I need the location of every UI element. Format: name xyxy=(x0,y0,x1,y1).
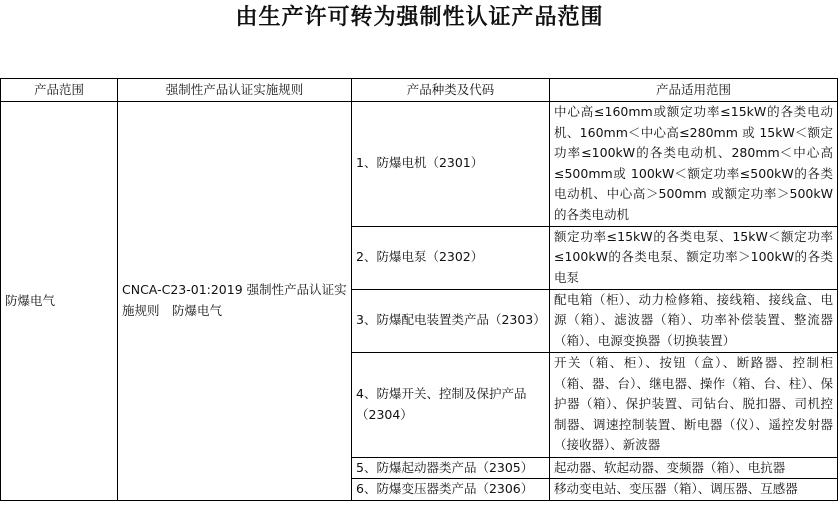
application-cell: 中心高≤160mm或额定功率≤15kW的各类电动机、160mm＜中心高≤280mm 或 15kW＜额定功率≤100kW的各类电动机、280mm＜中心高≤500mm或 100kW＜额定功率≤500kW的各类电动机、中心高＞500mm 或额定功率＞500kW的各类电动机 xyxy=(550,102,838,227)
header-certification-rule: 强制性产品认证实施规则 xyxy=(118,79,352,102)
application-cell: 开关（箱、柜）、按钮（盒）、断路器、控制柜（箱、器、台）、继电器、操作（箱、台、柱）、保护器（箱）、保护装置、司钻台、脱扣器、司机控制器、调速控制装置、断电器（仪）、遥控发射器（接收器）、新波器 xyxy=(550,352,838,457)
product-type-cell: 4、防爆开关、控制及保护产品（2304） xyxy=(352,352,550,457)
application-cell: 配电箱（柜）、动力检修箱、接线箱、接线盒、电源（箱）、滤波器（箱）、功率补偿装置、整流器（箱）、电源变换器（切换装置） xyxy=(550,289,838,352)
table-header-row xyxy=(1,79,838,102)
product-scope-table xyxy=(0,78,838,501)
header-product-scope: 产品范围 xyxy=(1,79,118,102)
product-type-cell: 1、防爆电机（2301） xyxy=(352,102,550,227)
header-product-type-code: 产品种类及代码 xyxy=(352,79,550,102)
product-type-cell: 3、防爆配电装置类产品（2303） xyxy=(352,289,550,352)
page-title: 由生产许可转为强制性认证产品范围 xyxy=(235,4,604,30)
product-scope-cell: 防爆电气 xyxy=(1,102,118,501)
header-application-scope: 产品适用范围 xyxy=(550,79,838,102)
table-row xyxy=(1,102,838,227)
product-type-cell: 5、防爆起动器类产品（2305） xyxy=(352,457,550,479)
application-cell: 移动变电站、变压器（箱）、调压器、互感器 xyxy=(550,479,838,501)
product-type-cell: 2、防爆电泵（2302） xyxy=(352,226,550,289)
application-cell: 额定功率≤15kW的各类电泵、15kW＜额定功率≤100kW的各类电泵、额定功率＞100kW的各类电泵 xyxy=(550,226,838,289)
application-cell: 起动器、软起动器、变频器（箱）、电抗器 xyxy=(550,457,838,479)
product-type-cell: 6、防爆变压器类产品（2306） xyxy=(352,479,550,501)
certification-rule-cell: CNCA-C23-01:2019 强制性产品认证实施规则 防爆电气 xyxy=(118,102,352,501)
